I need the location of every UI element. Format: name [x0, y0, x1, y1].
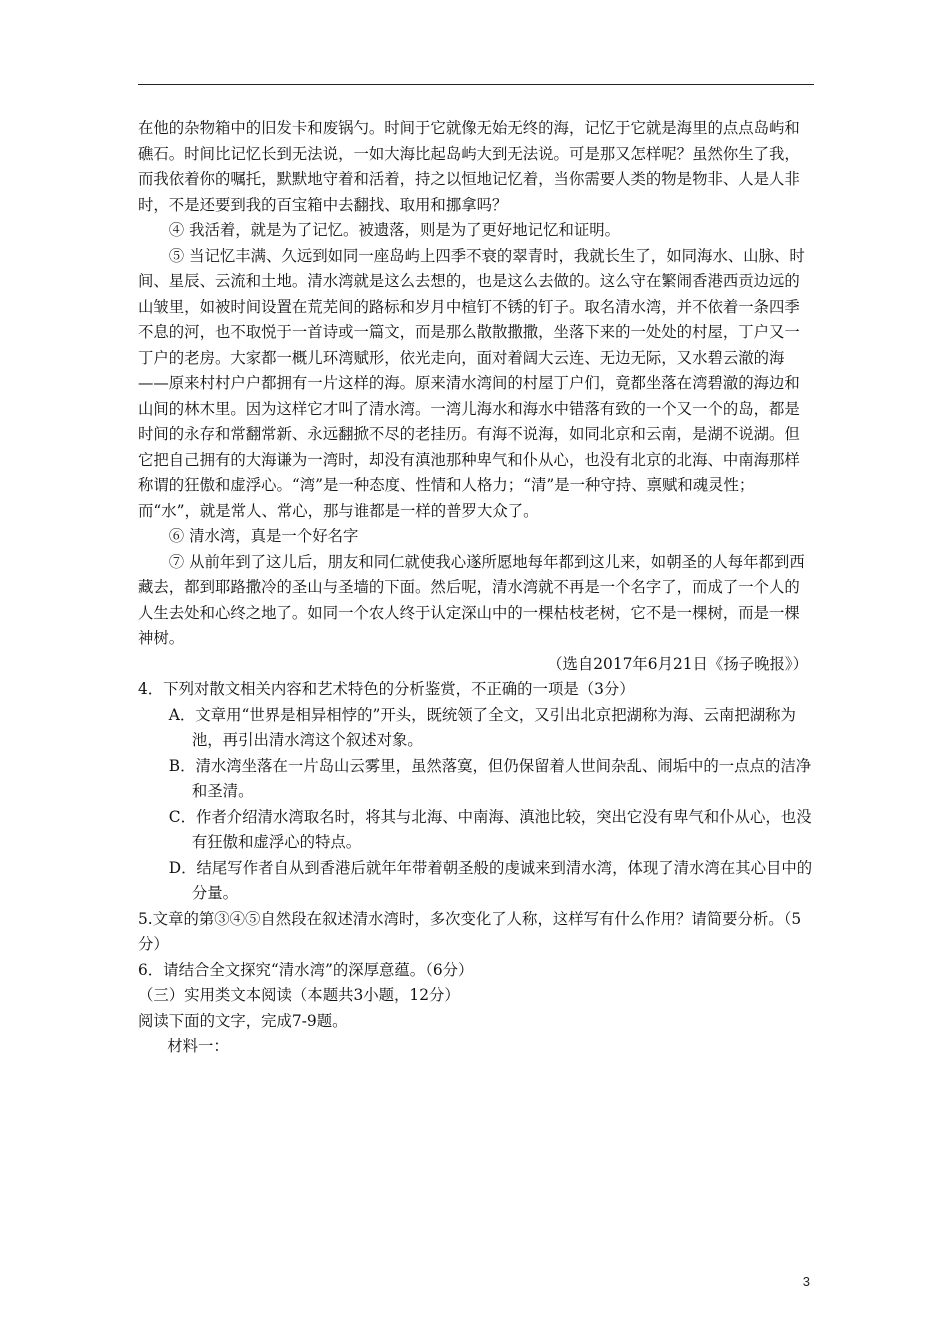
passage-paragraph-7: ⑦ 从前年到了这儿后，朋友和同仁就使我心遂所愿地每年都到这儿来，如朝圣的人每年都到西藏去，都到耶路撒冷的圣山与圣墙的下面。然后呢，清水湾就不再是一个名字了，而成了一个人的人生去处和心终之地了。如同一个农人终于认定深山中的一棵枯枝老树，它不是一棵树，而是一棵神树。 [138, 552, 805, 647]
passage-paragraph-continued: 在他的杂物箱中的旧发卡和废锅勺。时间于它就像无始无终的海，记忆于它就是海里的点点岛屿和礁石。时间比记忆长到无法说，一如大海比起岛屿大到无法说。可是那又怎样呢？虽然你生了我，而我依着你的嘱托，默默地守着和活着，持之以恒地记忆着，当你需要人类的物是物非、人是人非时，不是还要到我的百宝箱中去翻找、取用和挪拿吗？ [138, 119, 800, 214]
question-6: 6．请结合全文探究“清水湾”的深厚意蕴。（6分） [138, 960, 474, 979]
passage-paragraph-6: ⑥ 清水湾，真是一个好名字 [168, 527, 359, 545]
passage-source: （选自2017年6月21日《扬子晚报》） [547, 654, 808, 673]
question-5: 5.文章的第③④⑤自然段在叙述清水湾时，多次变化了人称，这样写有什么作用？请简要分析。（5分） [138, 909, 802, 953]
question-4-option-b: B．清水湾坐落在一片岛山云雾里，虽然落寞，但仍保留着人世间杂乱、闹垢中的一点点的洁净和圣清。 [168, 756, 812, 800]
section-3-heading: （三）实用类文本阅读（本题共3小题，12分） [138, 986, 460, 1004]
page-content [138, 116, 814, 1060]
question-4-option-d: D．结尾写作者自从到香港后就年年带着朝圣般的虔诚来到清水湾，体现了清水湾在其心目中的分量。 [168, 858, 813, 902]
header-rule [138, 84, 814, 85]
passage-paragraph-4: ④ 我活着，就是为了记忆。被遗落，则是为了更好地记忆和证明。 [168, 221, 621, 239]
material-1-label: 材料一： [167, 1037, 229, 1055]
question-4-stem: 4．下列对散文相关内容和艺术特色的分析鉴赏，不正确的一项是（3分） [138, 680, 635, 698]
question-4-option-a: A．文章用“世界是相异相悖的”开头，既统领了全文，又引出北京把湖称为海、云南把湖称为池，再引出清水湾这个叙述对象。 [168, 705, 796, 749]
section-3-instruction: 阅读下面的文字，完成7-9题。 [138, 1011, 348, 1030]
question-4-option-c: C．作者介绍清水湾取名时，将其与北海、中南海、滇池比较，突出它没有卑气和仆从心，也没有狂傲和虚浮心的特点。 [168, 807, 812, 851]
passage-paragraph-5: ⑤ 当记忆丰满、久远到如同一座岛屿上四季不衰的翠青时，我就长生了，如同海水、山脉、时间、星辰、云流和土地。清水湾就是这么去想的，也是这么去做的。这么守在繁闹香港西贡边远的山皱里，如被时间设置在荒芜间的路标和岁月中楦钉不锈的钉子。取名清水湾，并不依着一条四季不息的河，也不取悦于一首诗或一篇文，而是那么散散撒撒，坐落下来的一处处的村屋，丁户又一丁户的老房。大家都一概儿环湾赋形，依光走向，面对着阔大云连、无边无际，又水碧云澈的海——原来村村户户都拥有一片这样的海。原来清水湾间的村屋丁户们，竟都坐落在湾碧澈的海边和山间的林木里。因为这样它才叫了清水湾。一湾儿海水和海水中错落有致的一个又一个的岛，都是时间的永存和常翻常新、永远翻掀不尽的老挂历。有海不说海，如同北京和云南，是湖不说湖。但它把自己拥有的大海谦为一湾时，却没有滇池那种卑气和仆从心，也没有北京的北海、中南海那样称谓的狂傲和虚浮心。“湾”是一种态度、性情和人格力；“清”是一种守持、禀赋和魂灵性；而“水”，就是常人、常心，那与谁都是一样的普罗大众了。 [138, 246, 805, 520]
page-number: 3 [802, 1274, 810, 1289]
